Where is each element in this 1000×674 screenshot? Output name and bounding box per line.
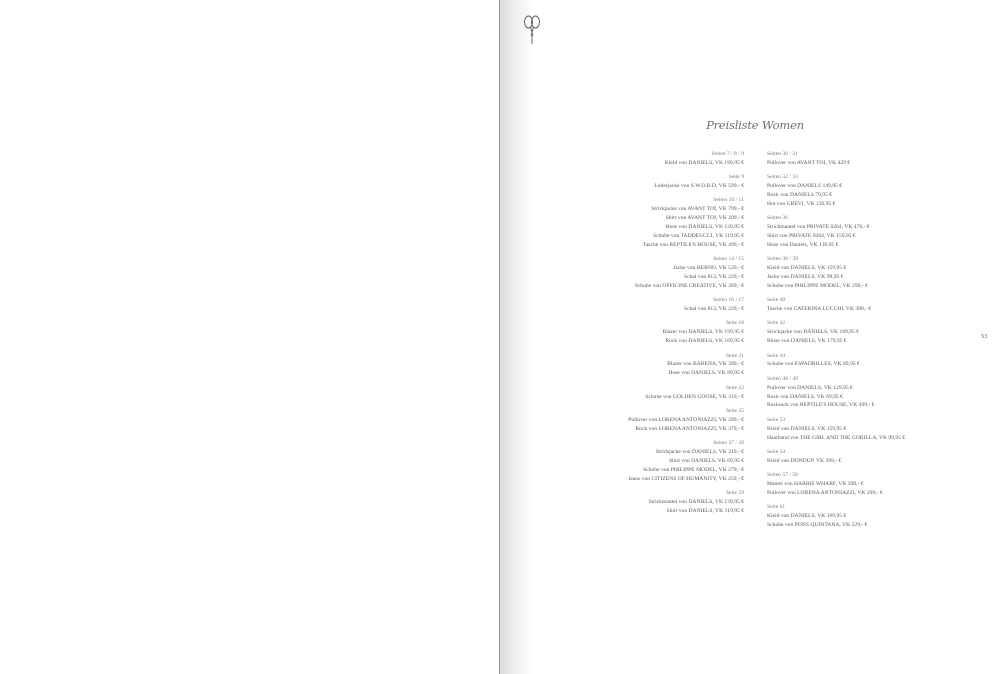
price-list-left-column: [628, 150, 744, 521]
page-reference: Seite 53: [767, 416, 786, 423]
price-entry: [628, 150, 744, 168]
page-title: Preisliste Women: [706, 118, 804, 132]
price-item: Kleid von DANIELS, VK 169,95 €: [767, 513, 847, 520]
price-item: Jacke von HERNO, VK 529,- €: [673, 265, 744, 272]
page-number: 53: [981, 333, 988, 340]
price-entry: [628, 407, 744, 434]
price-item: Blazer von DANIELS, VK 199,95 €: [662, 329, 744, 336]
price-item: Hose von DANIELS, VK 139,95 €: [665, 224, 744, 231]
price-item: Strickjacke von AVANT TOI, VK 799,- €: [651, 206, 744, 213]
page-reference: Seiten 27 / 28: [713, 439, 744, 446]
page-reference: Seite 18: [725, 320, 744, 327]
page-reference: Seiten 30 / 31: [767, 151, 798, 157]
page-reference: Seite 21: [725, 352, 744, 359]
page-reference: Seiten 36: [767, 215, 788, 222]
price-item: Schuhe von ESPADRILLES, VK 89,95 €: [767, 361, 860, 368]
page-reference: Seite 22: [725, 384, 744, 391]
price-item: Schuhe von PHILIPPE MODEL, VK 299,- €: [767, 282, 868, 289]
price-item: Jacke von DANIELS, VK 99,95 €: [767, 274, 844, 281]
price-item: Tasche von CATERINA LUCCHI, VK 398,- €: [767, 306, 872, 313]
price-item: Schuhe von OFFICINE CREATIVE, VK 399,- €: [634, 282, 744, 289]
page-reference: Seite 42: [767, 320, 786, 327]
price-item: Pullover von AVANT TOI, VK 429 €: [767, 159, 851, 166]
price-item: Hut von GREVI, VK 139,95 €: [767, 200, 836, 207]
page-reference: Seite 9: [728, 174, 744, 181]
price-item: Schuhe von PONS QUINTANA, VK 229,- €: [767, 522, 868, 529]
price-entry: [767, 416, 905, 443]
price-item: Shirt von PRIVATE 0204, VK 159,95 €: [767, 233, 856, 240]
price-item: Mantel von HARRIS WHARF, VK 399,- €: [767, 481, 864, 487]
price-entry: [767, 448, 905, 466]
price-entry: [767, 296, 905, 314]
price-entry: [767, 173, 905, 209]
price-item: Schal von 813, VK 229,- €: [683, 306, 744, 313]
price-entry: [767, 150, 905, 168]
price-item: Kleid von DANIELS, VK 159,95 €: [767, 425, 847, 432]
price-item: Bluse von DANIELS, VK 179,95 €: [767, 338, 847, 345]
price-item: Haarband von THE GIRL AND THE GORILLA, VK 99,95 €: [767, 434, 906, 441]
price-item: Rock von DANIELS, VK 169,95 €: [665, 338, 744, 345]
price-item: Tasche von REPTILE'S HOUSE, VK 499,- €: [642, 241, 744, 248]
page-reference: Seiten 7 / 8 / 9: [711, 151, 744, 157]
right-page: [500, 0, 1000, 674]
page-reference: Seiten 48 / 49: [767, 375, 798, 382]
price-entry: [628, 296, 744, 314]
scissors-logo-icon: [521, 14, 543, 46]
price-item: Schuhe von TADDEUCCI, VK 119,95 €: [653, 233, 744, 240]
page-reference: Seite 44: [767, 352, 786, 359]
price-entry: [628, 319, 744, 346]
price-item: Shirt von AVANT TOI, VK 209,- €: [665, 215, 744, 222]
price-item: Strickmantel von PRIVATE 0204, VK 479,- €: [767, 224, 870, 231]
price-entry: [767, 375, 905, 411]
price-item: Pullover von LORENA ANTONIAZZI, VK 299,- €: [767, 489, 883, 496]
page-reference: Seite 40: [767, 297, 786, 304]
price-entry: [767, 352, 905, 370]
page-reference: Seiten 10 / 11: [713, 197, 744, 204]
price-item: Kleid von DANIELS, VK 199,95 €: [664, 159, 744, 166]
page-reference: Seiten 32 / 33: [767, 174, 798, 181]
price-item: Strickjacke von DANIELS, VK 219,- €: [655, 448, 744, 455]
price-item: Strickmantel von DANIELS, VK 139,95 €: [648, 498, 744, 505]
price-entry: [767, 471, 905, 498]
price-list-right-column: [767, 150, 905, 535]
price-item: Jeans von CITIZENS OF HUMANITY, VK 259,- €: [628, 475, 744, 482]
price-item: Schuhe von PHILIPPE MODEL, VK 279,- €: [643, 466, 744, 473]
price-item: Rucksack von REPTILE'S HOUSE, VK 499,- €: [767, 402, 875, 409]
price-entry: [628, 384, 744, 402]
page-reference: Seite 29: [725, 489, 744, 496]
price-item: Rock von LORENA ANTONIAZZI, VK 379,- €: [635, 425, 744, 432]
page-reference: Seiten 38 / 39: [767, 256, 798, 263]
price-item: Schuhe von GOLDEN GOOSE, VK 319,- €: [645, 393, 744, 400]
page-reference: Seiten 57 / 58: [767, 472, 798, 479]
price-entry: [767, 214, 905, 250]
price-item: Strickjacke von DANIELS, VK 199,95 €: [767, 329, 860, 336]
page-reference: Seiten 16 / 17: [713, 297, 744, 304]
page-reference: Seite 25: [725, 407, 744, 414]
price-entry: [628, 489, 744, 516]
price-item: Rock von DANIELS, VK 69,95 €: [767, 393, 843, 400]
page-reference: Seite 61: [767, 504, 786, 511]
price-item: Schal von 813, VK 229,- €: [683, 274, 744, 281]
price-entry: [767, 503, 905, 530]
price-item: Shirt von DANIELS, VK 69,95 €: [669, 457, 744, 464]
price-item: Kleid von DANIELS, VK 159,95 €: [767, 265, 847, 272]
price-item: Hose von DANIELS, VK 89,95 €: [668, 370, 744, 377]
price-entry: [628, 255, 744, 291]
price-entry: [628, 196, 744, 249]
page-reference: Seite 54: [767, 448, 786, 455]
price-entry: [767, 255, 905, 291]
price-item: Pullover von DANIELS, VK 129,95 €: [767, 384, 853, 391]
price-entry: [628, 439, 744, 484]
price-item: Lederjacke von S.W.O.R.D, VK 599,- €: [654, 183, 744, 190]
page-reference: Seiten 14 / 15: [713, 256, 744, 263]
price-item: Shirt von DANIELS, VK 119,95 €: [666, 507, 744, 514]
price-entry: [628, 352, 744, 379]
price-entry: [767, 319, 905, 346]
price-item: Blazer von BARENA, VK 399,- €: [667, 361, 744, 368]
price-item: Pullover von DANIELS 149,95 €: [767, 183, 843, 190]
price-item: Kleid von DONDUP, VK 399,- €: [767, 457, 842, 464]
price-item: Pullover von LORENA ANTONIAZZI, VK 299,- €: [628, 416, 744, 423]
price-entry: [628, 173, 744, 191]
price-item: Rock von DANIELS 79,95 €: [767, 192, 833, 199]
price-item: Hose von Daniels, VK 139,95 €: [767, 241, 839, 248]
